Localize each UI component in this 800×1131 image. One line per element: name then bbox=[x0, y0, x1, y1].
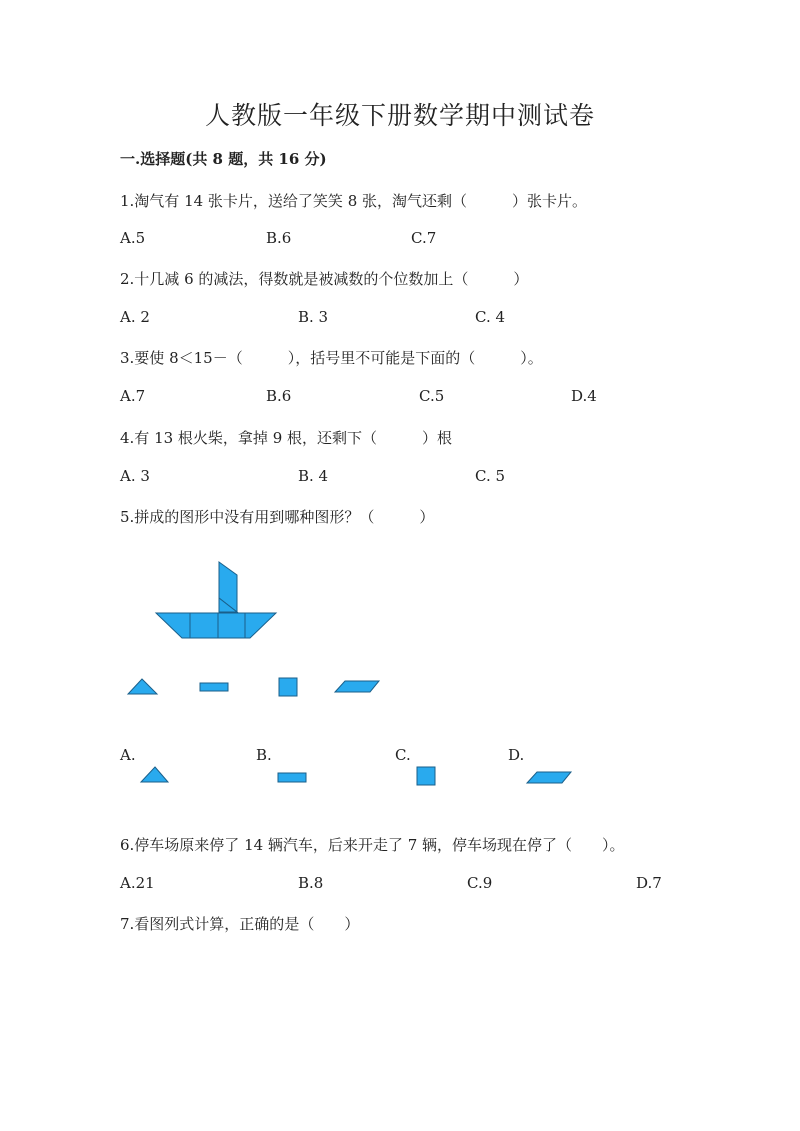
q5-option-b: B. bbox=[256, 746, 272, 764]
q4-option-a: A. 3 bbox=[120, 467, 150, 485]
boat-hull-square-1 bbox=[190, 613, 218, 638]
page-title: 人教版一年级下册数学期中测试卷 bbox=[204, 101, 595, 130]
q6-option-c: C.9 bbox=[467, 874, 493, 892]
q6-option-a: A.21 bbox=[120, 874, 155, 892]
boat-hull-square-2 bbox=[218, 613, 245, 638]
q3-option-d: D.4 bbox=[571, 387, 597, 405]
q2-option-b: B. 3 bbox=[298, 308, 329, 326]
question-6: 6.停车场原来停了 14 辆汽车，后来开走了 7 辆，停车场现在停了（ ）。 bbox=[120, 836, 625, 854]
q1-option-b: B.6 bbox=[266, 229, 292, 247]
q2-option-a: A. 2 bbox=[120, 308, 150, 326]
question-2: 2.十几减 6 的减法，得数就是被减数的个位数加上（ ） bbox=[120, 270, 529, 288]
reference-shapes-row bbox=[128, 678, 379, 696]
q6-option-b: B.8 bbox=[298, 874, 324, 892]
q1-option-a: A.5 bbox=[120, 229, 146, 247]
q2-option-c: C. 4 bbox=[475, 308, 506, 326]
q1-option-c: C.7 bbox=[411, 229, 437, 247]
boat-hull-right-trapezoid bbox=[245, 613, 276, 638]
q5-option-c: C. bbox=[395, 746, 411, 764]
option-c-square-shape bbox=[417, 767, 435, 785]
q5-option-a: A. bbox=[120, 746, 136, 764]
section-heading-choice: 一.选择题(共 8 题，共 16 分) bbox=[120, 150, 327, 168]
q6-option-d: D.7 bbox=[636, 874, 662, 892]
option-d-parallelogram-shape bbox=[527, 772, 571, 783]
question-4: 4.有 13 根火柴，拿掉 9 根，还剩下（ ）根 bbox=[120, 429, 453, 447]
question-7: 7.看图列式计算，正确的是（ ） bbox=[120, 915, 360, 933]
q4-option-b: B. 4 bbox=[298, 467, 329, 485]
q5-option-d: D. bbox=[508, 746, 525, 764]
question-5: 5.拼成的图形中没有用到哪种图形？（ ） bbox=[120, 508, 435, 526]
boat-sail-parallelogram bbox=[219, 562, 237, 612]
option-b-rectangle-shape bbox=[278, 773, 306, 782]
boat-sail-triangle bbox=[219, 598, 237, 612]
q5-option-shapes bbox=[141, 767, 571, 785]
tangram-boat-figure bbox=[156, 562, 276, 638]
boat-hull-left-trapezoid bbox=[156, 613, 190, 638]
question-3: 3.要使 8＜15－（ ），括号里不可能是下面的（ ）。 bbox=[120, 349, 543, 367]
ref-square-shape bbox=[279, 678, 297, 696]
q3-option-a: A.7 bbox=[120, 387, 146, 405]
ref-triangle-shape bbox=[128, 679, 157, 694]
q3-option-b: B.6 bbox=[266, 387, 292, 405]
option-a-triangle-shape bbox=[141, 767, 168, 782]
q3-option-c: C.5 bbox=[419, 387, 445, 405]
q4-option-c: C. 5 bbox=[475, 467, 506, 485]
question-1: 1.淘气有 14 张卡片，送给了笑笑 8 张，淘气还剩（ ）张卡片。 bbox=[120, 192, 588, 210]
ref-rectangle-shape bbox=[200, 683, 228, 691]
ref-parallelogram-shape bbox=[335, 681, 379, 692]
